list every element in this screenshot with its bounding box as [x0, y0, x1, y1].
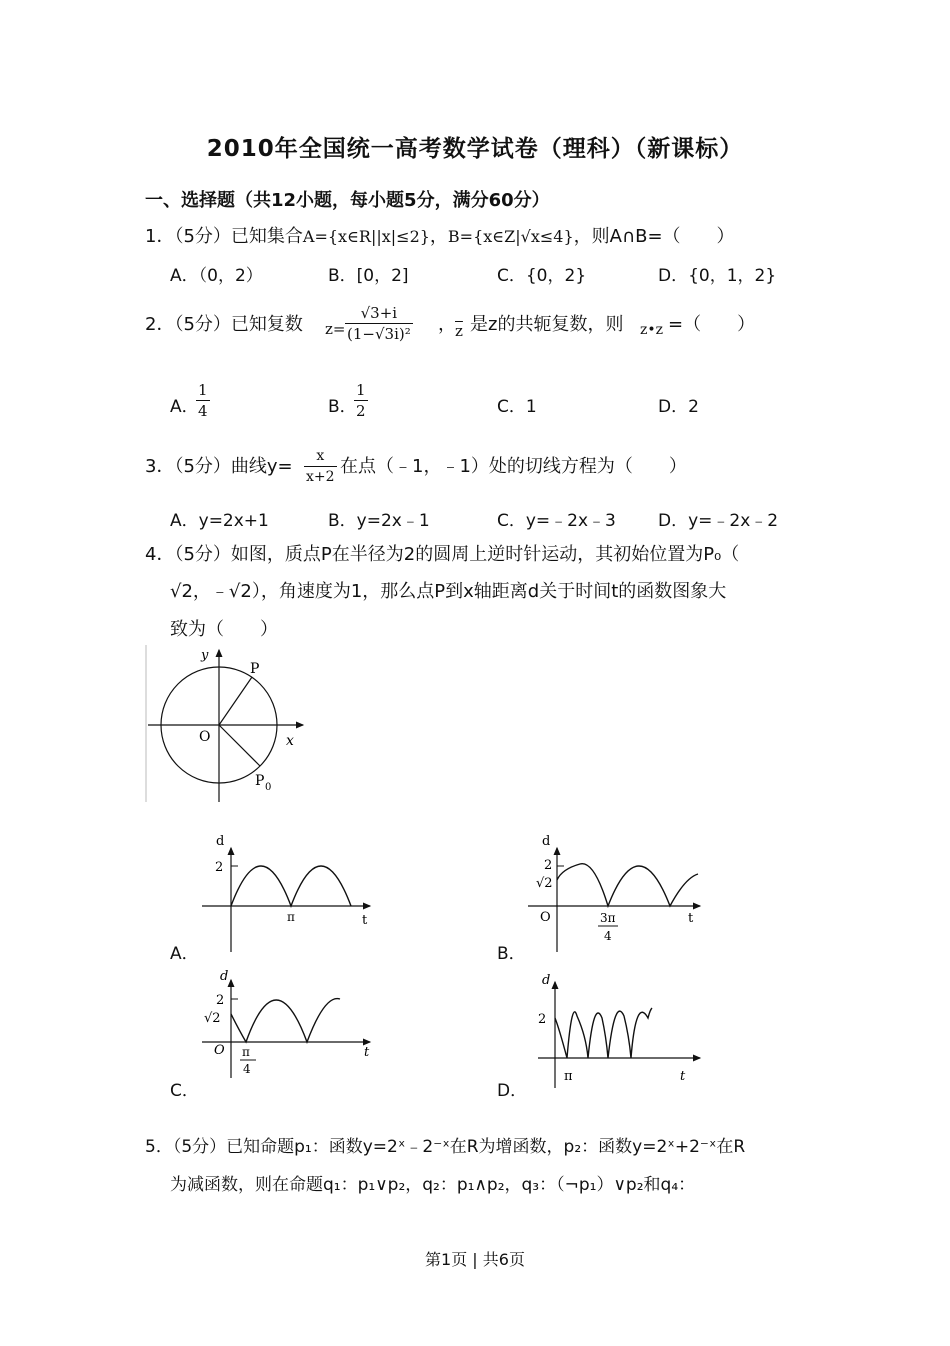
label-p0-sub: 0 [265, 782, 272, 793]
q1-option-b: B．[0，2] [328, 266, 409, 286]
q3-option-b: B．y=2x﹣1 [328, 511, 430, 531]
graph-a-2-label: 2 [215, 860, 224, 875]
q1-set-a: A={x∈R||x|≤2} [302, 227, 430, 246]
graph-b-tick-den: 4 [604, 929, 612, 943]
graph-a-pi-label: π [287, 910, 295, 924]
question-1 [145, 222, 735, 248]
graph-c-d-label: d [220, 969, 229, 984]
graph-d-2-label: 2 [538, 1012, 547, 1027]
q1-option-a: A．（0，2） [170, 266, 263, 286]
q1-comma: ， [429, 226, 448, 247]
label-p0: P [255, 773, 265, 789]
graph-c-tick-den: 4 [243, 1062, 251, 1076]
graph-b-tick-num: 3π [600, 911, 616, 925]
q2-zbar: $\overline{z}$ [455, 322, 463, 340]
q1-set-b: B={x∈Z|√x≤4} [447, 227, 574, 246]
q2-mid-a: ， [438, 314, 456, 335]
q1-option-c: C．{0，2} [497, 266, 587, 286]
graph-c-o-label: O [214, 1043, 225, 1058]
q1-stem-b: ，则A∩B=（ ） [573, 226, 735, 247]
q2-option-b-frac: $\frac{1}{2}$ [356, 381, 366, 420]
graph-c-root2-label: √2 [204, 1011, 221, 1026]
q2-product: z•z [640, 322, 664, 338]
q4-graph-d-label: D． [497, 1081, 528, 1101]
graph-a-curve [231, 866, 351, 906]
q4-graph-a [190, 832, 380, 957]
graph-c-curve [231, 999, 340, 1042]
q2-numerator: √3+i [345, 303, 413, 324]
q2-option-c: C．1 [497, 397, 537, 417]
q1-option-d: D．{0，1，2} [658, 266, 777, 286]
q4-line-2: √2，﹣√2），角速度为1，那么点P到x轴距离d关于时间t的函数图象大 [170, 581, 727, 602]
page-footer: 第1页 | 共6页 [425, 1250, 525, 1269]
q2-stem-b: =（ ） [668, 314, 756, 335]
q4-graph-c [190, 966, 380, 1081]
q2-option-a-label: A． [170, 397, 199, 417]
q2-option-d: D．2 [658, 397, 699, 417]
q3-option-a: A．y=2x+1 [170, 511, 269, 531]
q4-line-3: 致为（ ） [170, 619, 278, 640]
graph-d-t-label: t [680, 1069, 686, 1084]
q5-line-1: 5．（5分）已知命题p₁：函数y=2ˣ﹣2⁻ˣ在R为增函数，p₂：函数y=2ˣ+2⁻ˣ在R [145, 1137, 746, 1157]
graph-c-tick-num: π [242, 1045, 250, 1059]
q4-graph-c-label: C． [170, 1081, 199, 1101]
graph-d-pi-label: π [564, 1069, 573, 1084]
segment-op [219, 677, 252, 725]
q4-graph-a-label: A． [170, 944, 199, 964]
graph-a-t-label: t [362, 913, 368, 928]
graph-d-d-label: d [542, 973, 551, 988]
q2-option-b-label: B． [328, 397, 357, 417]
q3-option-d: D．y=﹣2x﹣2 [658, 511, 779, 531]
graph-b-curve [557, 864, 698, 906]
graph-a-d-label: d [216, 834, 225, 849]
label-p: P [250, 661, 260, 677]
graph-d-curve [555, 1008, 652, 1058]
q3-fraction: $\frac{x}{x+2}$ [306, 448, 335, 485]
label-o: O [199, 729, 211, 745]
q4-graph-b-label: B． [497, 944, 526, 964]
q2-fraction [345, 303, 413, 344]
graph-c-2-label: 2 [216, 993, 225, 1008]
q2-denominator: (1−√3i)² [347, 325, 411, 343]
graph-c-t-label: t [364, 1045, 370, 1060]
page-title: 2010年全国统一高考数学试卷（理科）（新课标） [206, 136, 744, 162]
q2-z-eq: z= [325, 320, 346, 338]
label-x: x [286, 733, 294, 749]
q4-line-1: 4．（5分）如图，质点P在半径为2的圆周上逆时针运动，其初始位置为P₀（ [145, 544, 740, 565]
q4-graph-b [520, 832, 710, 957]
segment-op0 [219, 725, 260, 766]
q1-stem-a: 1．（5分）已知集合 [145, 226, 303, 247]
q4-circle-figure [143, 645, 308, 805]
q3-option-c: C．y=﹣2x﹣3 [497, 511, 616, 531]
q3-stem-a: 3．（5分）曲线y= [145, 456, 293, 477]
q2-option-a-frac: $\frac{1}{4}$ [198, 381, 208, 420]
graph-b-2-label: 2 [544, 858, 553, 873]
graph-b-o-label: O [540, 910, 551, 925]
q3-stem-b: 在点（﹣1，﹣1）处的切线方程为（ ） [340, 456, 687, 477]
graph-b-t-label: t [688, 911, 694, 926]
graph-b-root2-label: √2 [536, 876, 553, 891]
q2-stem-a: 2．（5分）已知复数 [145, 314, 303, 335]
q4-graph-d [520, 966, 710, 1091]
label-y: y [201, 648, 209, 663]
graph-b-d-label: d [542, 834, 551, 849]
section-heading: 一、选择题（共12小题，每小题5分，满分60分） [145, 190, 550, 211]
q5-line-2: 为减函数，则在命题q₁：p₁∨p₂，q₂：p₁∧p₂，q₃：（¬p₁）∨p₂和q₄： [170, 1175, 696, 1195]
q2-mid-b: 是z的共轭复数，则 [470, 314, 624, 335]
